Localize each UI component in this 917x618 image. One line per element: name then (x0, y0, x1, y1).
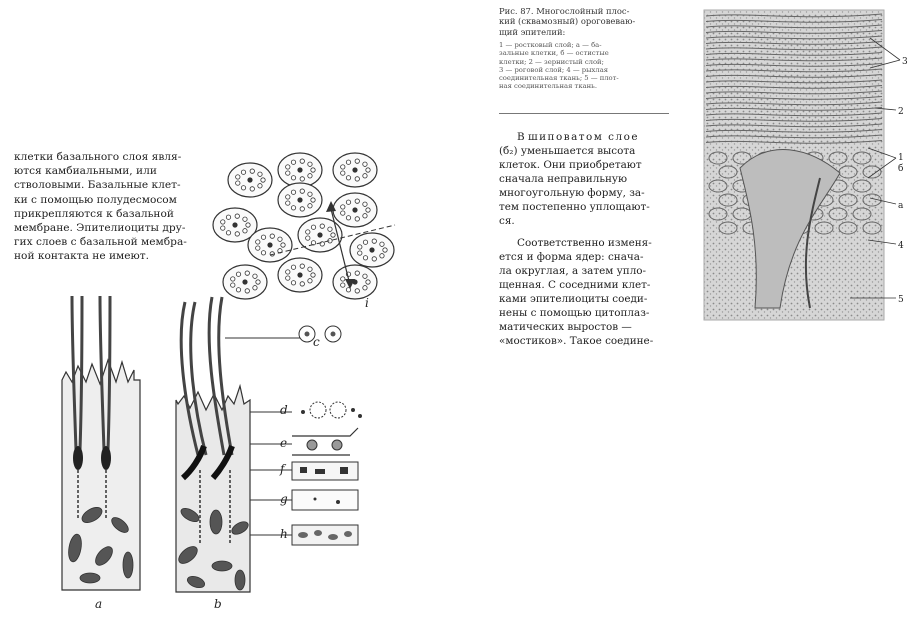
left-text-line: стволовыми. Базальные клет- (14, 179, 181, 192)
epithelium-micrograph (700, 8, 914, 338)
legend-line: 1 — ростковый слой; а — ба- (499, 41, 602, 50)
right-text-line: ется и форма ядер: снача- (499, 251, 644, 263)
label-h: h (280, 527, 288, 541)
right-text-line: (б₂) уменьшается высота (499, 145, 636, 157)
right-text-line: клеток. Они приобретают (499, 159, 642, 171)
right-text-block (499, 130, 669, 348)
left-text-line: прикрепляются к базальной (14, 207, 174, 220)
caption-line: Рис. 87. Многослойный плос- (499, 6, 630, 16)
right-text-line: ся. (499, 215, 515, 227)
left-text-line: ки с помощью полудесмосом (14, 193, 177, 206)
legend-line: 3 — роговой слой; 4 — рыхлая (499, 65, 609, 74)
right-text-line: сначала неправильную (499, 173, 628, 185)
label-b: b (214, 597, 222, 611)
legend-line: ная соединительная ткань. (499, 82, 598, 91)
label-5: 5 (898, 295, 904, 305)
right-text-line: щенная. С соседними клет- (499, 279, 651, 291)
caption-line: кий (сквамозный) ороговеваю- (499, 16, 636, 27)
inset-d (302, 402, 362, 418)
left-text-line: клетки базального слоя явля- (14, 151, 182, 163)
right-text-line: «мостиков». Такое соедине- (499, 335, 654, 347)
label-4: 4 (898, 241, 904, 251)
left-text-line: гих слоев с базальной мембра- (14, 236, 187, 249)
cell-a (62, 296, 140, 590)
spaced-term: шиповатом слое (527, 131, 639, 143)
label-f: f (280, 462, 285, 476)
right-text-line: ла округлая, а затем упло- (499, 265, 647, 277)
label-b: б (898, 164, 904, 174)
label-e: e (280, 436, 288, 450)
label-c: c (313, 335, 320, 349)
figure-caption (499, 6, 669, 90)
left-text-line: мембране. Эпителиоциты дру- (14, 222, 186, 235)
caption-line: щий эпителий: (499, 26, 566, 37)
label-i: i (365, 296, 369, 310)
right-text-line: нены с помощью цитоплаз- (499, 307, 650, 319)
legend-line: клетки; 2 — зернистый слой; (499, 57, 604, 66)
label-a: a (95, 597, 103, 611)
label-1: 1 (898, 153, 904, 163)
cell-b (176, 297, 251, 592)
left-text-line: ной контакта не имеют. (14, 250, 149, 263)
label-g: g (280, 492, 288, 506)
inset-e (292, 428, 358, 455)
caption-divider (499, 113, 669, 114)
right-text-line: В шиповатом слое (517, 131, 639, 143)
right-text-line: матических выростов — (499, 321, 632, 333)
legend-line: зальные клетки, б — остистые (499, 49, 609, 58)
right-text-line: тем постепенно уплощают- (499, 201, 650, 213)
label-d: d (280, 403, 288, 417)
inset-g (292, 490, 358, 510)
right-text-line: Соответственно изменя- (517, 237, 652, 249)
label-3: 3 (902, 57, 908, 67)
right-text-line: многоугольную форму, за- (499, 187, 645, 199)
label-a: а (898, 201, 904, 211)
axoneme-cross-sections (213, 153, 394, 299)
legend-line: соединительная ткань; 5 — плот- (499, 74, 619, 83)
left-text-line: ются камбиальными, или (14, 165, 157, 178)
right-text-line: ками эпителиоциты соеди- (499, 293, 648, 305)
label-2: 2 (898, 107, 904, 117)
